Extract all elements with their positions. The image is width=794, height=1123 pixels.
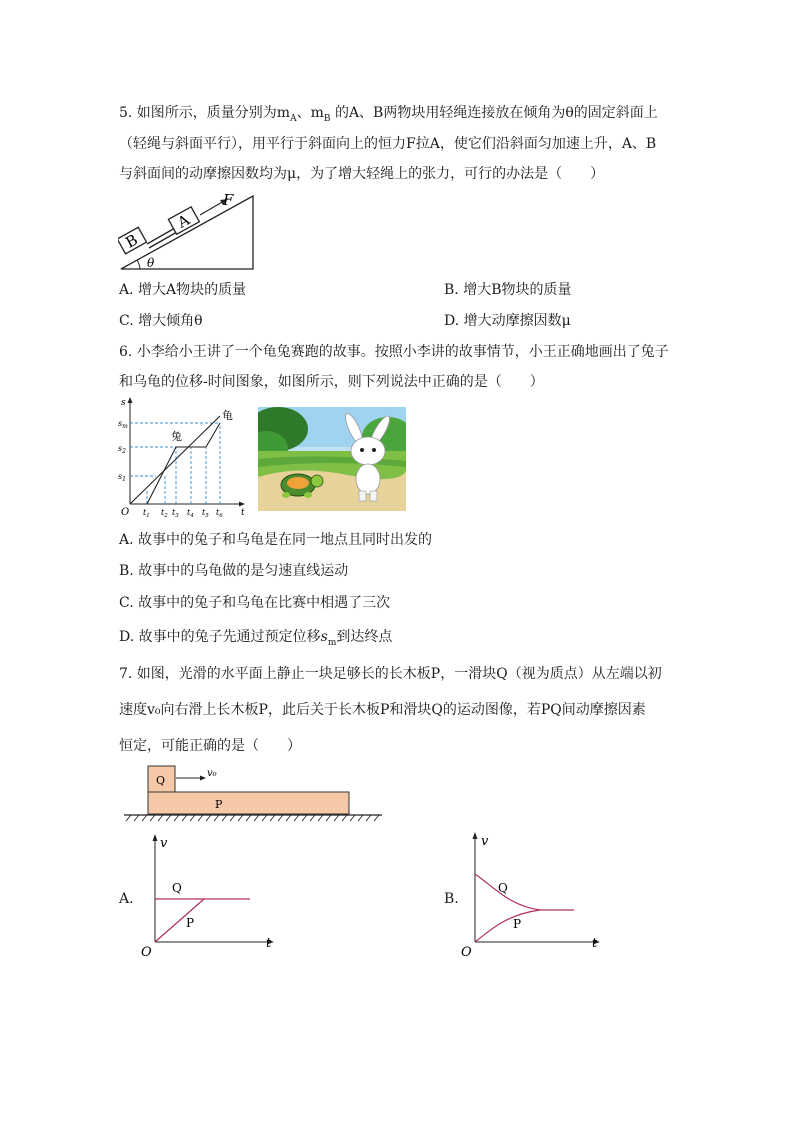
q5-option-c[interactable]: C. 增大倾角θ — [119, 313, 203, 329]
q7-stem-line3: 恒定，可能正确的是（ ） — [119, 738, 301, 754]
svg-text:t5: $t_5$ — [202, 508, 209, 518]
svg-text:t2: $t_2$ — [161, 508, 168, 518]
q5-incline-figure — [118, 188, 263, 273]
q6-option-c[interactable]: C. 故事中的兔子和乌龟在比赛中相遇了三次 — [119, 595, 391, 611]
svg-text:t1: $t_1$ — [143, 508, 150, 518]
q5-force-label: F — [223, 191, 234, 209]
q5-stem-line2: （轻绳与斜面平行），用平行于斜面向上的恒力F拉A，使它们沿斜面匀加速上升，A、B — [119, 136, 657, 152]
svg-text:O: O — [461, 945, 472, 960]
q7-stem-line1: 7. 如图，光滑的水平面上静止一块足够长的长木板P，一滑块Q（视为质点）从左端以初 — [119, 666, 662, 682]
q5-block-a — [168, 207, 199, 235]
q5-stem-line3: 与斜面间的动摩擦因数均为μ，为了增大轻绳上的张力，可行的办法是（ ） — [119, 166, 605, 182]
q7-option-a-label[interactable]: A. — [119, 891, 134, 907]
q7-a-p-line — [155, 899, 204, 942]
q6-stem-line2: 和乌龟的位移-时间图象，如图所示，则下列说法中正确的是（ ） — [119, 374, 544, 390]
q6-option-a[interactable]: A. 故事中的兔子和乌龟是在同一地点且同时出发的 — [119, 532, 433, 548]
svg-text:O: O — [121, 507, 130, 518]
svg-text:P: P — [215, 798, 223, 811]
q6-race-illustration — [258, 407, 406, 511]
svg-text:v: v — [481, 834, 489, 849]
q7-b-q-curve — [475, 874, 574, 910]
q6-stem-line1: 6. 小李给小王讲了一个龟兔赛跑的故事。按照小李讲的故事情节，小王正确地画出了兔子 — [119, 344, 669, 360]
q7-graph-a[interactable] — [138, 832, 278, 960]
q5-option-d[interactable]: D. 增大动摩擦因数μ — [444, 313, 571, 329]
q6-option-d[interactable]: D. 故事中的兔子先通过预定位移$s_m$到达终点 — [119, 629, 393, 648]
svg-text:Q: Q — [498, 881, 508, 895]
svg-text:t3: $t_3$ — [172, 508, 179, 518]
svg-text:s: s — [121, 398, 126, 408]
q6-rabbit-line — [147, 423, 220, 504]
svg-text:sm: $s_m$ — [118, 419, 128, 430]
q7-board-p — [148, 792, 349, 814]
svg-text:t: t — [266, 936, 272, 951]
q7-graph-b[interactable] — [460, 830, 605, 960]
svg-text:Q: Q — [156, 774, 166, 787]
svg-text:t: t — [592, 936, 598, 951]
svg-text:P: P — [186, 916, 195, 930]
svg-text:B: B — [122, 230, 141, 252]
svg-text:v: v — [160, 836, 168, 851]
q5-angle-label: θ — [147, 256, 155, 270]
q7-option-b-label[interactable]: B. — [444, 891, 459, 907]
svg-text:s1: $s_1$ — [118, 472, 126, 483]
svg-text:t6: $t_6$ — [216, 508, 223, 518]
q5-stem-line1: 5. 如图所示，质量分别为$m_A$、$m_B$ 的A、B两物块用轻绳连接放在倾角为θ的固定斜面上 — [119, 105, 658, 124]
svg-text:Q: Q — [172, 881, 182, 895]
q6-label-turtle: 龟 — [222, 409, 233, 422]
q5-block-b — [118, 227, 147, 254]
svg-text:t4: $t_4$ — [187, 508, 194, 518]
q7-stem-line2: 速度v₀向右滑上长木板P，此后关于长木板P和滑块Q的运动图像，若PQ间动摩擦因素 — [119, 702, 646, 718]
q6-st-graph — [116, 396, 251, 518]
svg-text:t: t — [241, 508, 245, 518]
q7-b-p-curve — [475, 910, 540, 942]
q7-board-figure — [120, 762, 390, 826]
svg-text:v₀: v₀ — [207, 768, 217, 779]
q5-option-b[interactable]: B. 增大B物块的质量 — [444, 282, 572, 298]
svg-text:P: P — [513, 917, 522, 931]
svg-text:A: A — [174, 210, 193, 232]
q5-option-a[interactable]: A. 增大A物块的质量 — [119, 282, 247, 298]
q6-option-b[interactable]: B. 故事中的乌龟做的是匀速直线运动 — [119, 563, 349, 579]
svg-text:O: O — [141, 945, 152, 960]
q6-label-rabbit: 兔 — [171, 430, 182, 443]
svg-text:s2: $s_2$ — [118, 444, 126, 455]
